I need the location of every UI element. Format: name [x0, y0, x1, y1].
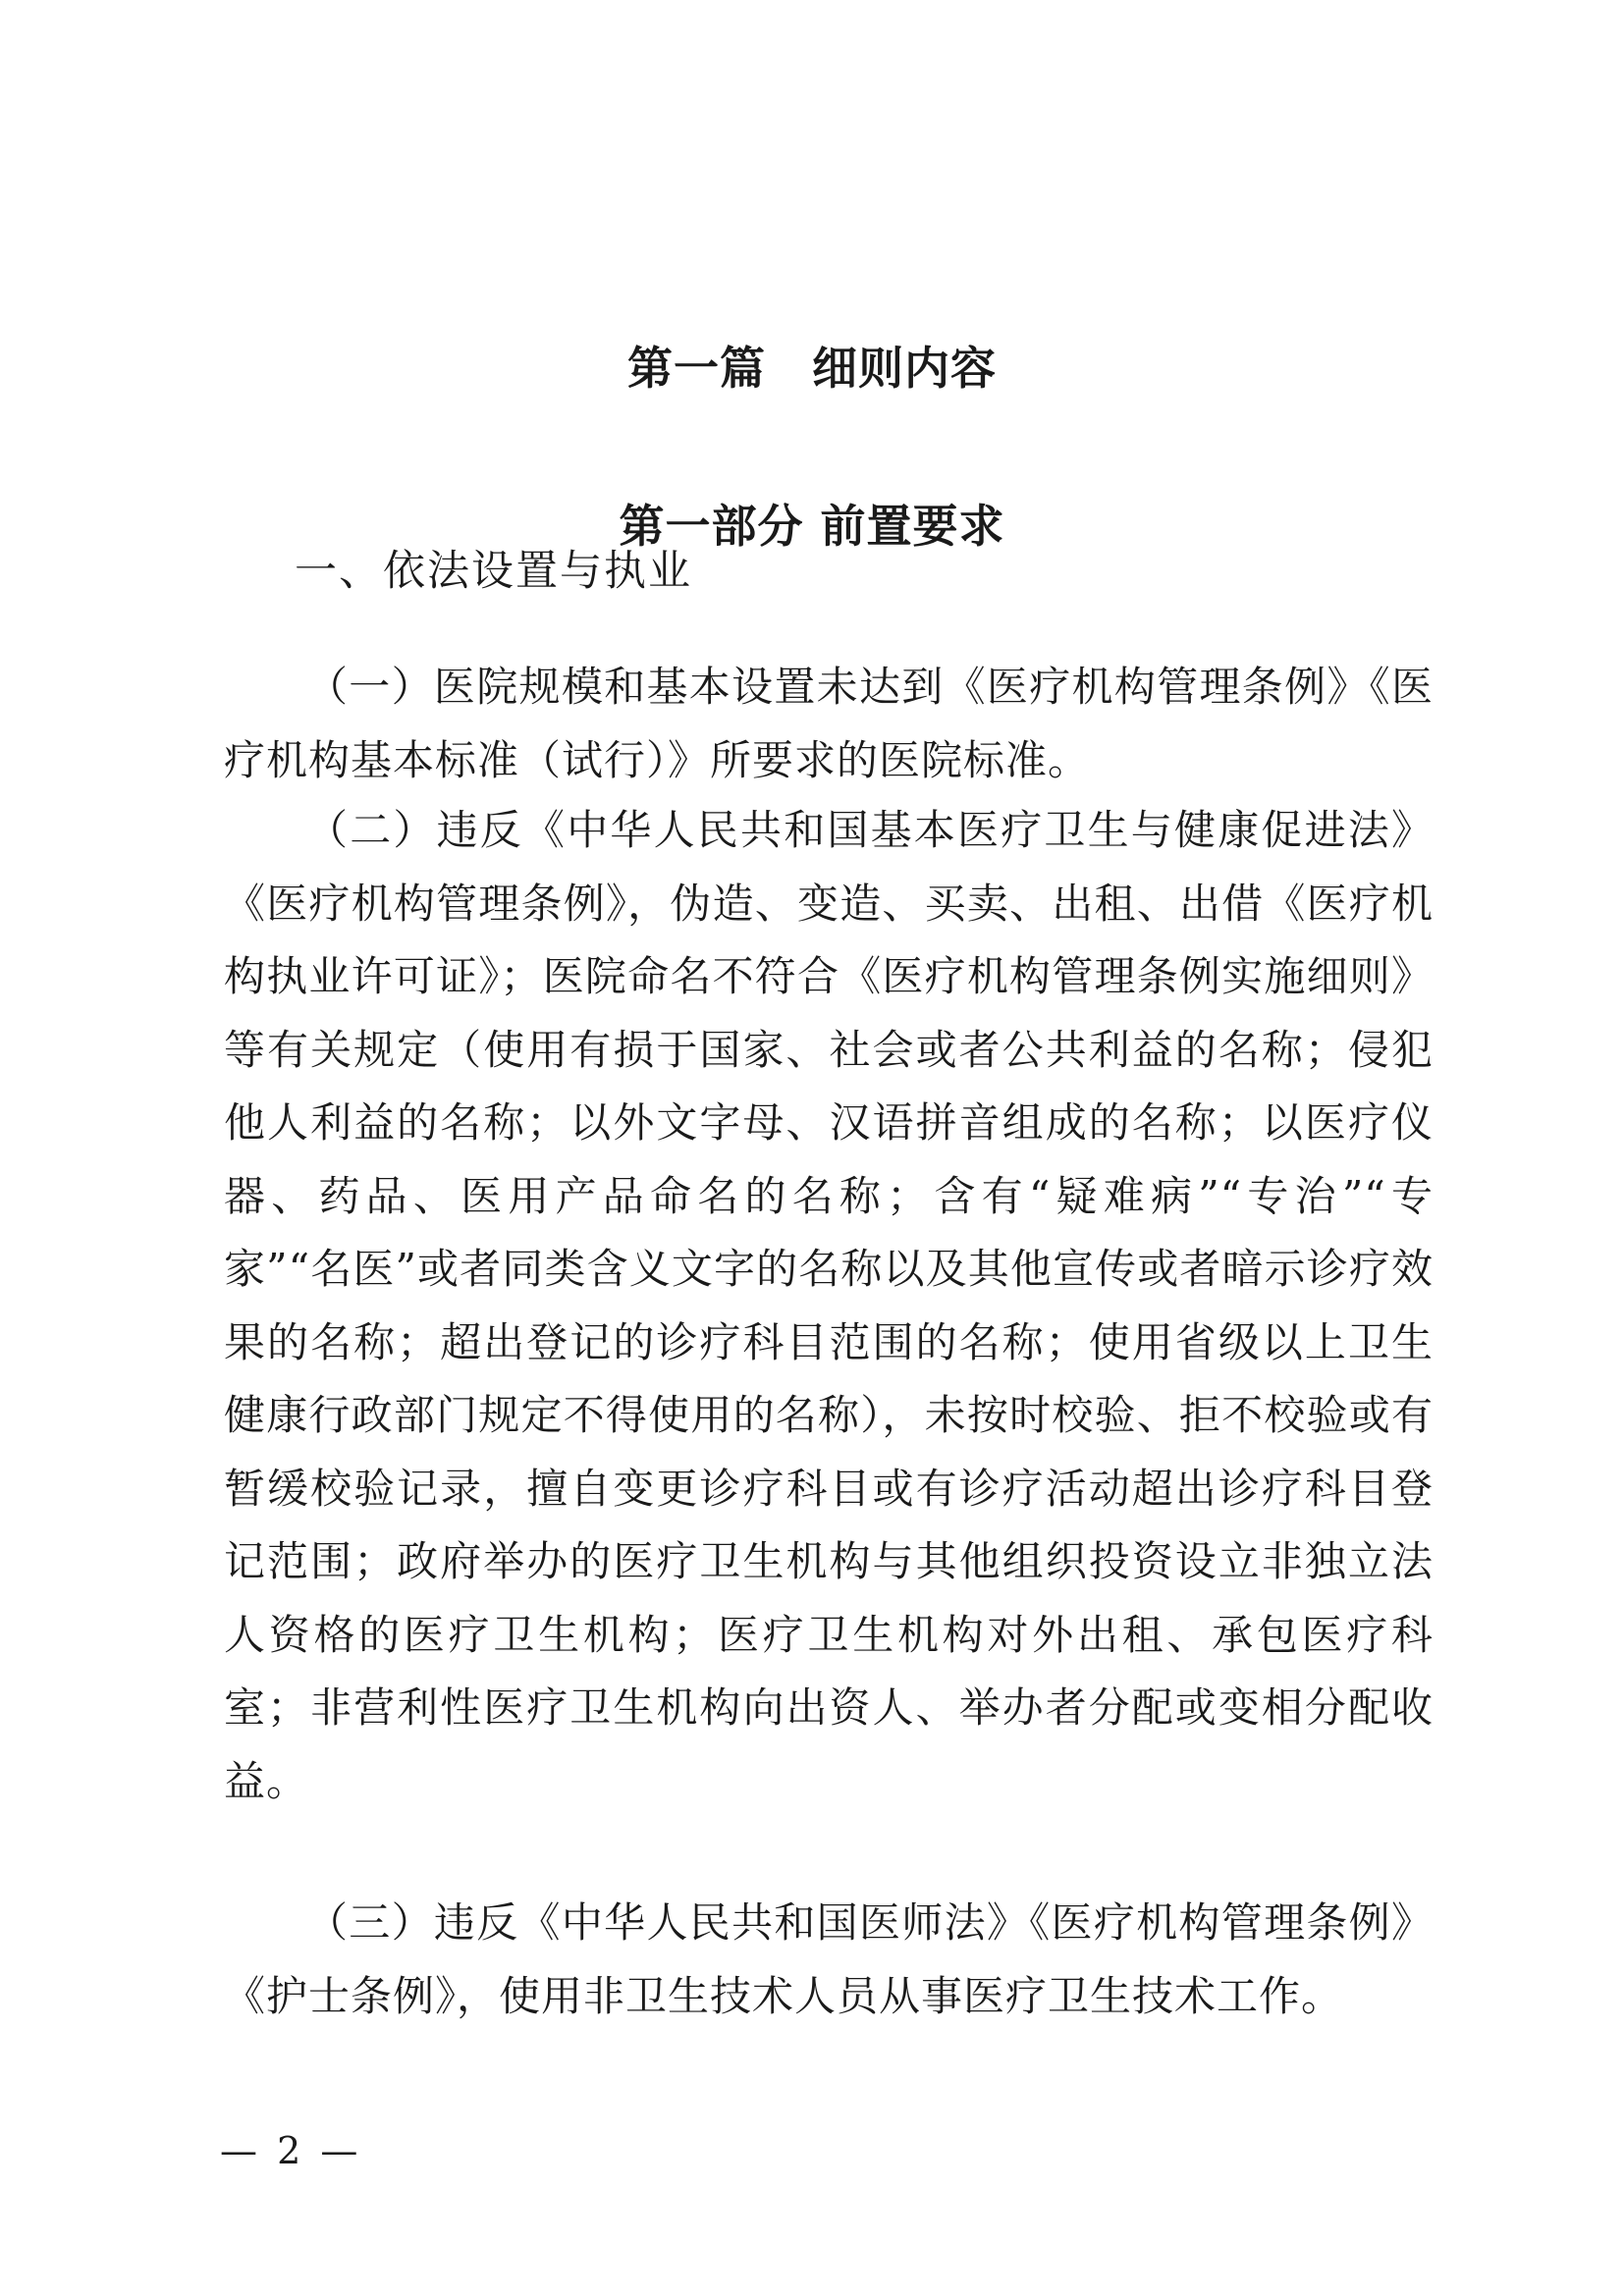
paragraph-item-2: （二）违反《中华人民共和国基本医疗卫生与健康促进法》《医疗机构管理条例》，伪造、变造、买卖、出租、出借《医疗机构执业许可证》；医院命名不符合《医疗机构管理条例实施细则》等有关规定（使用有损于国家、社会或者公共利益的名称；侵犯他人利益的名称；以外文字母、汉语拼音组成的名称；以医疗仪器、药品、医用产品命名的名称；含有“疑难病”“专治”“专家”“名医”或者同类含义文字的名称以及其他宣传或者暗示诊疗效果的名称；超出登记的诊疗科目范围的名称；使用省级以上卫生健康行政部门规定不得使用的名称），未按时校验、拒不校验或有暂缓校验记录，擅自变更诊疗科目或有诊疗活动超出诊疗科目登记范围；政府举办的医疗卫生机构与其他组织投资设立非独立法人资格的医疗卫生机构；医疗卫生机构对外出租、承包医疗科室；非营利性医疗卫生机构向出资人、举办者分配或变相分配收益。	[224, 806, 1434, 1805]
paragraph-item-3: （三）违反《中华人民共和国医师法》《医疗机构管理条例》《护士条例》，使用非卫生技术人员从事医疗卫生技术工作。	[224, 1898, 1434, 2020]
part-title: 第一部分 前置要求	[619, 500, 1005, 554]
document-title: 第一篇 细则内容	[627, 341, 997, 395]
paragraph-item-1: （一）医院规模和基本设置未达到《医疗机构管理条例》《医疗机构基本标准（试行）》所要求的医院标准。	[224, 663, 1434, 784]
page-number: — 2 —	[220, 2129, 362, 2172]
section-heading: 一、依法设置与执业	[295, 547, 692, 596]
